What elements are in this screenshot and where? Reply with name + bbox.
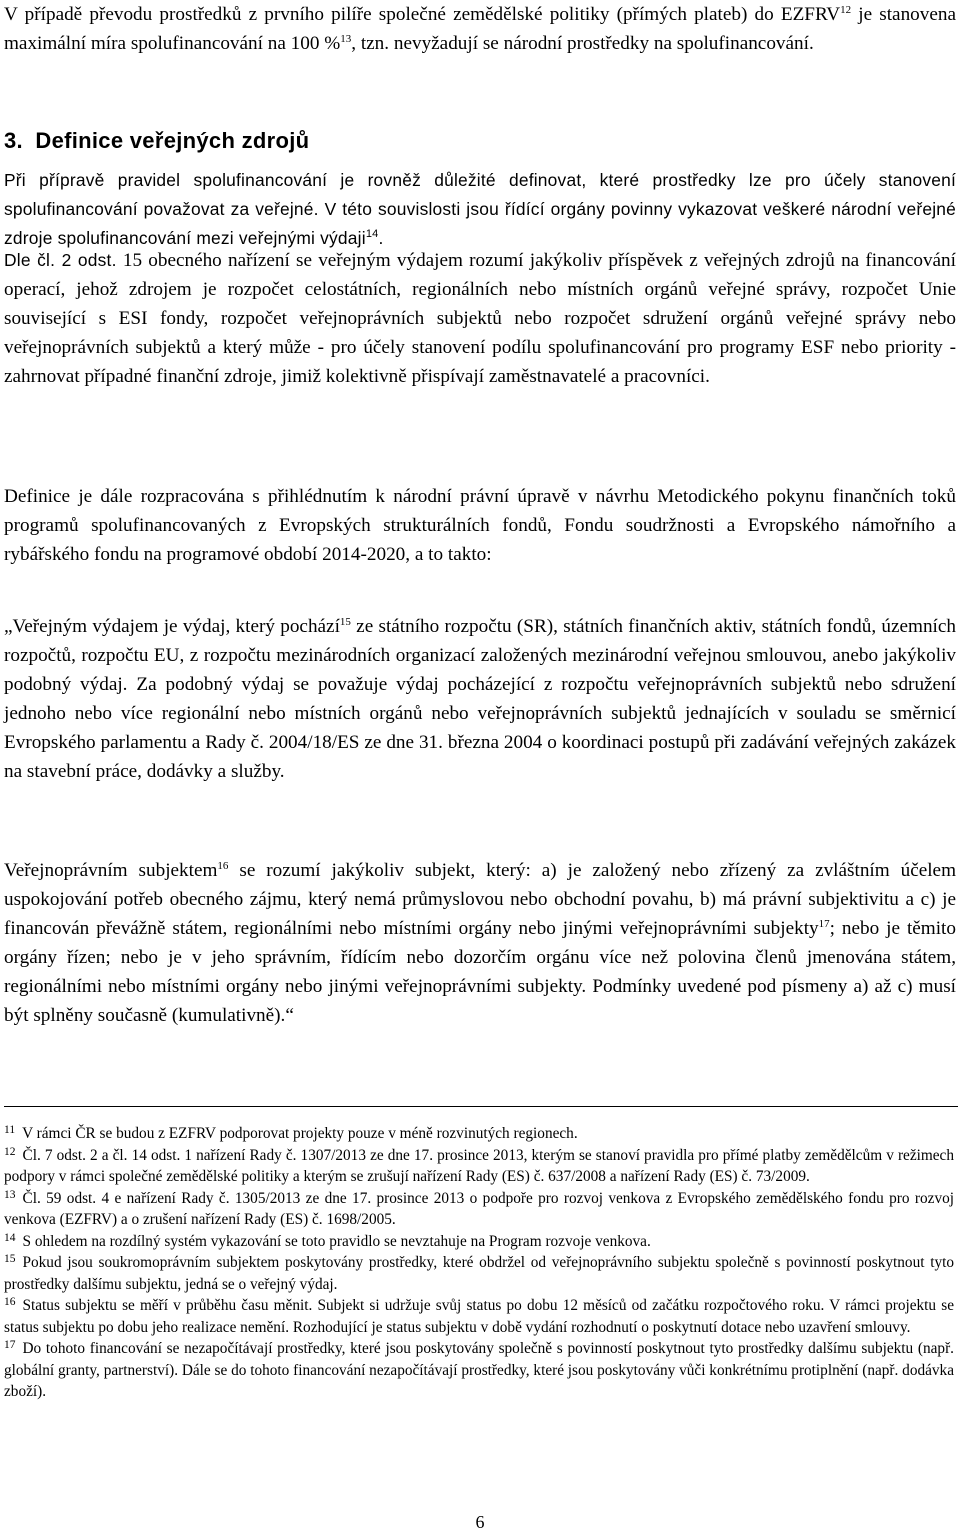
quote-public-expenditure: „Veřejným výdajem je výdaj, který pochází$^{15}$ ze státního rozpočtu (SR), státních finančních aktiv, státních fondů, územních rozpočtů, rozpočtu EU, z rozpočtu mezinárodních organizací založených mezinárodní veřejnou smlouvou, anebo jakýkoliv podobný výdaj. Za podobný výdaj se považuje výdaj pocházející z rozpočtu veřejnoprávních subjektů nebo sdružení jednoho nebo více regionální nebo místních orgánů nebo veřejnoprávních subjektů jednajících v souladu se směrnicí Evropského parlamentu a Rady č. 2004/18/ES ze dne 31. března 2004 o koordinaci postupů při zadávání veřejných zakázek na stavební práce, dodávky a služby. <box>4 616 956 782</box>
footnote: $^{12}$ Čl. 7 odst. 2 a čl. 14 odst. 1 nařízení Rady č. 1307/2013 ze dne 17. prosince 2013, kterým se stanoví pravidla pro přímé platby zemědělcům v režimech podpory v rámci společné zemědělské politiky a kterým se zrušují nařízení Rady (ES) č. 637/2008 a nařízení Rady (ES) č. 73/2009. <box>4 1145 954 1185</box>
section-number: 3. <box>4 128 23 153</box>
article-15-paragraph: Dle čl. 2 odst. 15 obecného nařízení se veřejným výdajem rozumí jakýkoliv příspěvek z veřejných zdrojů na financování operací, jehož zdrojem je rozpočet celostátních, regionálních nebo místních orgánů veřejné správy, rozpočet Unie související s ESI fondy, rozpočet veřejnoprávních subjektů nebo rozpočet sdružení orgánů veřejné správy nebo veřejnoprávních subjektů a který může - pro účely stanovení podílu spolufinancování pro programy ESF nebo priority - zahrnovat případné finanční zdroje, jimiž kolektivně přispívají zaměstnavatelé a pracovníci. <box>4 250 956 387</box>
footnote-ref[interactable]: 12 <box>840 4 852 16</box>
footnote-ref[interactable]: 16 <box>217 860 229 872</box>
footnotes <box>4 1123 954 1403</box>
footnote: $^{14}$ S ohledem na rozdílný systém vykazování se toto pravidlo se nevztahuje na Program rozvoje venkova. <box>4 1231 651 1250</box>
footnote-ref[interactable]: 13 <box>340 33 352 45</box>
quote-public-body: Veřejnoprávním subjektem$^{16}$ se rozumí jakýkoliv subjekt, který: a) je založený nebo zřízený za zvláštním účelem uspokojování potřeb obecného zájmu, který nemá průmyslovou nebo obchodní povahu, b) má právní subjektivitu a c) je financován převážně státem, regionálními nebo místními orgány nebo jinými veřejnoprávními subjekty$^{17}$; nebo je těmito orgány řízen; nebo je v jeho správním, řídícím nebo dozorčím orgánu více než polovina členů jmenována státem, regionálními nebo místními orgány nebo jinými veřejnoprávními subjekty. Podmínky uvedené pod písmeny a) až c) musí být splněny současně (kumulativně).“ <box>4 860 957 1026</box>
footnote-ref[interactable]: 14 <box>365 228 379 240</box>
footnote-ref[interactable]: 17 <box>818 918 830 930</box>
section-heading <box>4 128 309 154</box>
footnote-ref[interactable]: 15 <box>339 616 351 628</box>
section-title: Definice veřejných zdrojů <box>35 128 310 153</box>
definition-paragraph: Definice je dále rozpracována s přihlédnutím k národní právní úpravě v návrhu Metodického pokynu finančních toků programů spolufinancovaných z Evropských strukturálních fondů, Fondu soudržnosti a Evropského námořního a rybářského fondu na programové období 2014-2020, a to takto: <box>4 486 956 565</box>
footnote: $^{16}$ Status subjektu se měří v průběhu času měnit. Subjekt si udržuje svůj status po dobu 12 měsíců od začátku rozpočtového roku. V rámci projektu se status subjektu po dobu jeho realizace nemění. Rozhodující je status subjektu v době vydání rozhodnutí o poskytnutí dotace nebo uzavření smlouvy. <box>4 1296 954 1336</box>
footnote: $^{17}$ Do tohoto financování se nezapočítávají prostředky, které jsou poskytovány společně s povinností poskytnout tyto prostředky dalšímu subjektu (např. globální granty, partnerství). Dále se do tohoto financování nezapočítávají prostředky, které jsou poskytovány vůči konkrétnímu protiplnění (např. dodávka zboží). <box>4 1339 954 1400</box>
footnote: $^{13}$ Čl. 59 odst. 4 e nařízení Rady č. 1305/2013 ze dne 17. prosince 2013 o podpoře pro rozvoj venkova z Evropského zemědělského fondu pro rozvoj venkova (EZFRV) a o zrušení nařízení Rady (ES) č. 1698/2005. <box>4 1188 954 1228</box>
page-number: 6 <box>475 1512 485 1532</box>
public-sources-paragraph: Při přípravě pravidel spolufinancování je rovněž důležité definovat, které prostředky lze pro účely stanovení spolufinancování považovat za veřejné. V této souvislosti jsou řídící orgány povinny vykazovat veškeré národní veřejné zdroje spolufinancování mezi veřejnými výdaji$^{14}$. <box>4 170 956 248</box>
intro-paragraph: V případě převodu prostředků z prvního pilíře společné zemědělské politiky (přímých plateb) do EZFRV$^{12}$ je stanovena maximální míra spolufinancování na 100 %$^{13}$, tzn. nevyžadují se národní prostředky na spolufinancování. <box>4 4 956 54</box>
footnote-separator <box>4 1106 958 1107</box>
footnote: $^{11}$ V rámci ČR se budou z EZFRV podporovat projekty pouze v méně rozvinutých regionech. <box>4 1124 578 1142</box>
footnote: $^{15}$ Pokud jsou soukromoprávním subjektem poskytovány prostředky, které obdržel od veřejnoprávního subjektu společně s povinností poskytnout tyto prostředky dalšímu subjektu, jedná se o veřejný výdaj. <box>4 1253 954 1293</box>
